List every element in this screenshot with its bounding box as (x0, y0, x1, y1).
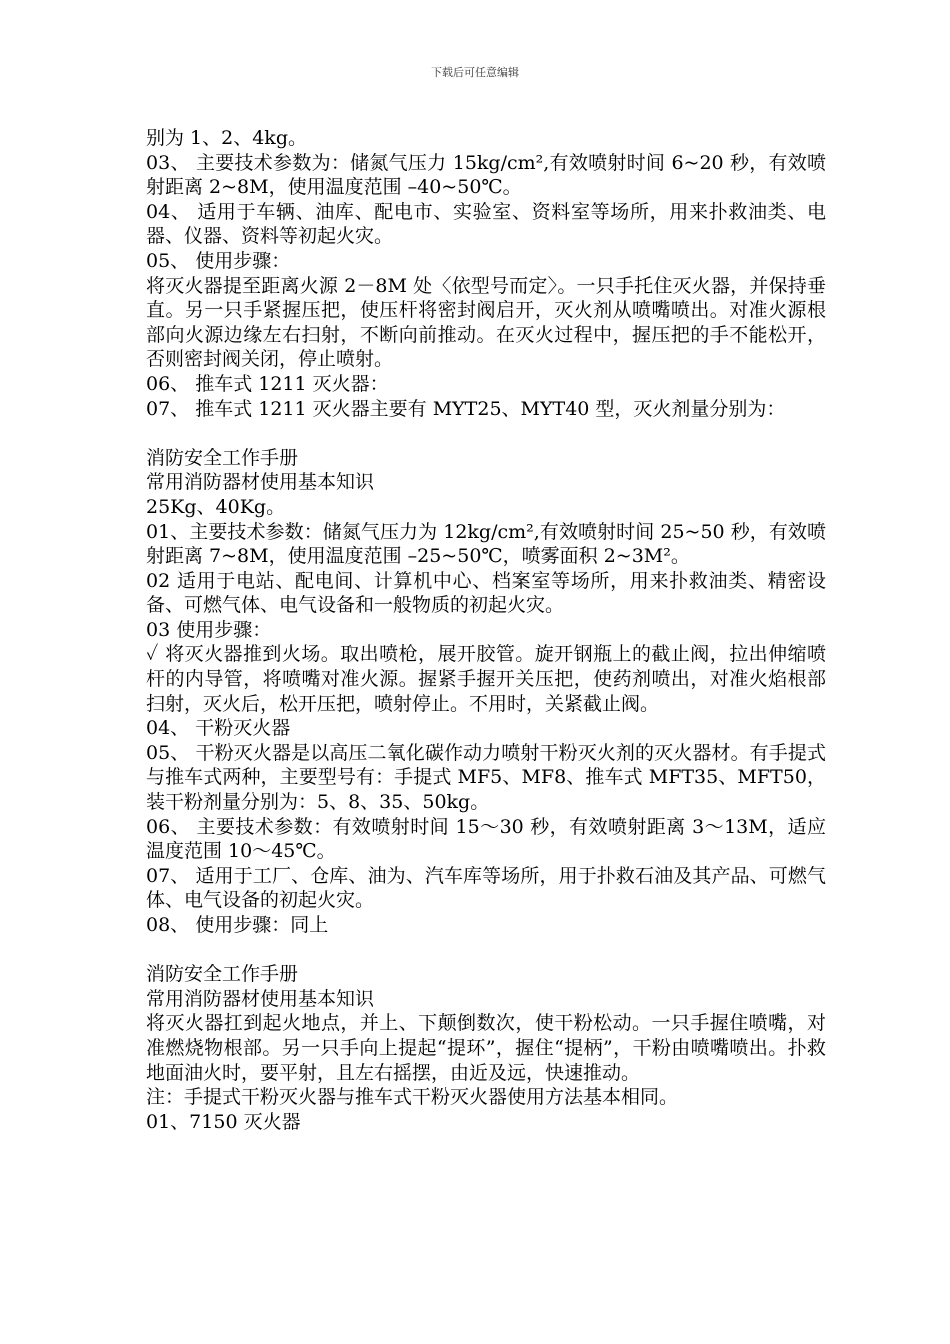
paragraph: 02 适用于电站、配电间、计算机中心、档案室等场所，用来扑救油类、精密设备、可燃气体、电气设备和一般物质的初起火灾。 (146, 569, 826, 617)
paragraph: ✓ 将灭火器推到火场。取出喷枪，展开胶管。旋开钢瓶上的截止阀，拉出伸缩喷杆的内导管，将喷嘴对准火源。握紧手握开关压把，使药剂喷出，对准火焰根部扫射，灭火后，松开压把，喷射停止。不用时，关紧截止阀。 (146, 643, 826, 715)
paragraph: 07、 适用于工厂、仓库、油为、汽车库等场所，用于扑救石油及其产品、可燃气体、电气设备的初起火灾。 (146, 864, 826, 912)
paragraph: 05、 干粉灭火器是以高压二氧化碳作动力喷射干粉灭火剂的灭火器材。有手提式与推车式两种，主要型号有：手提式 MF5、MF8、推车式 MFT35、MFT50，装干粉剂量分别为：5、8、35、50kg。 (146, 741, 826, 814)
paragraph: 01、主要技术参数：储氮气压力为 12kg/cm²,有效喷射时间 25~50 秒，有效喷射距离 7~8M，使用温度范围 –25~50℃，喷雾面积 2~3M²。 (146, 520, 826, 568)
section-subtitle: 常用消防器材使用基本知识 (146, 471, 375, 494)
paragraph: 06、 主要技术参数：有效喷射时间 15～30 秒，有效喷射距离 3～13M，适应温度范围 10～45℃。 (146, 815, 826, 863)
section-title: 消防安全工作手册 (146, 963, 299, 986)
document-body (146, 126, 826, 1134)
section-title: 消防安全工作手册 (146, 446, 299, 469)
paragraph: 03 使用步骤： (146, 618, 272, 641)
paragraph: 03、 主要技术参数为：储氮气压力 15kg/cm²,有效喷射时间 6~20 秒，有效喷射距离 2~8M，使用温度范围 –40~50℃。 (146, 151, 826, 199)
paragraph: 08、 使用步骤：同上 (146, 914, 329, 936)
paragraph: 25Kg、40Kg。 (146, 495, 286, 518)
paragraph: 07、 推车式 1211 灭火器主要有 MYT25、MYT40 型，灭火剂量分别为： (146, 397, 786, 420)
paragraph: 别为 1、2、4kg。 (146, 127, 307, 149)
section-subtitle: 常用消防器材使用基本知识 (146, 987, 375, 1010)
blank-line (146, 938, 826, 963)
paragraph: 06、 推车式 1211 灭火器： (146, 372, 389, 395)
paragraph: 04、 干粉灭火器 (146, 717, 291, 740)
page-header: 下载后可任意编辑 (431, 66, 519, 79)
paragraph: 05、 使用步骤： (146, 249, 291, 272)
paragraph: 将灭火器扛到起火地点，并上、下颠倒数次，使干粉松动。一只手握住喷嘴，对准燃烧物根部。另一只手向上提起“提环”，握住“提柄”，干粉由喷嘴喷出。扑救地面油火时，要平射，且左右摇摆，由近及远，快速推动。 (146, 1012, 826, 1084)
paragraph: 01、7150 灭火器 (146, 1110, 301, 1133)
blank-line (146, 421, 826, 446)
paragraph: 04、 适用于车辆、油库、配电市、实验室、资料室等场所，用来扑救油类、电器、仪器、资料等初起火灾。 (146, 200, 826, 248)
paragraph: 注：手提式干粉灭火器与推车式干粉灭火器使用方法基本相同。 (146, 1086, 679, 1109)
paragraph: 将灭火器提至距离火源 2－8M 处〈依型号而定〉。一只手托住灭火器，并保持垂直。另一只手紧握压把，使压杆将密封阀启开，灭火剂从喷嘴喷出。对准火源根部向火源边缘左右扫射，不断向前推动。在灭火过程中，握压把的手不能松开，否则密封阀关闭，停止喷射。 (146, 274, 826, 371)
